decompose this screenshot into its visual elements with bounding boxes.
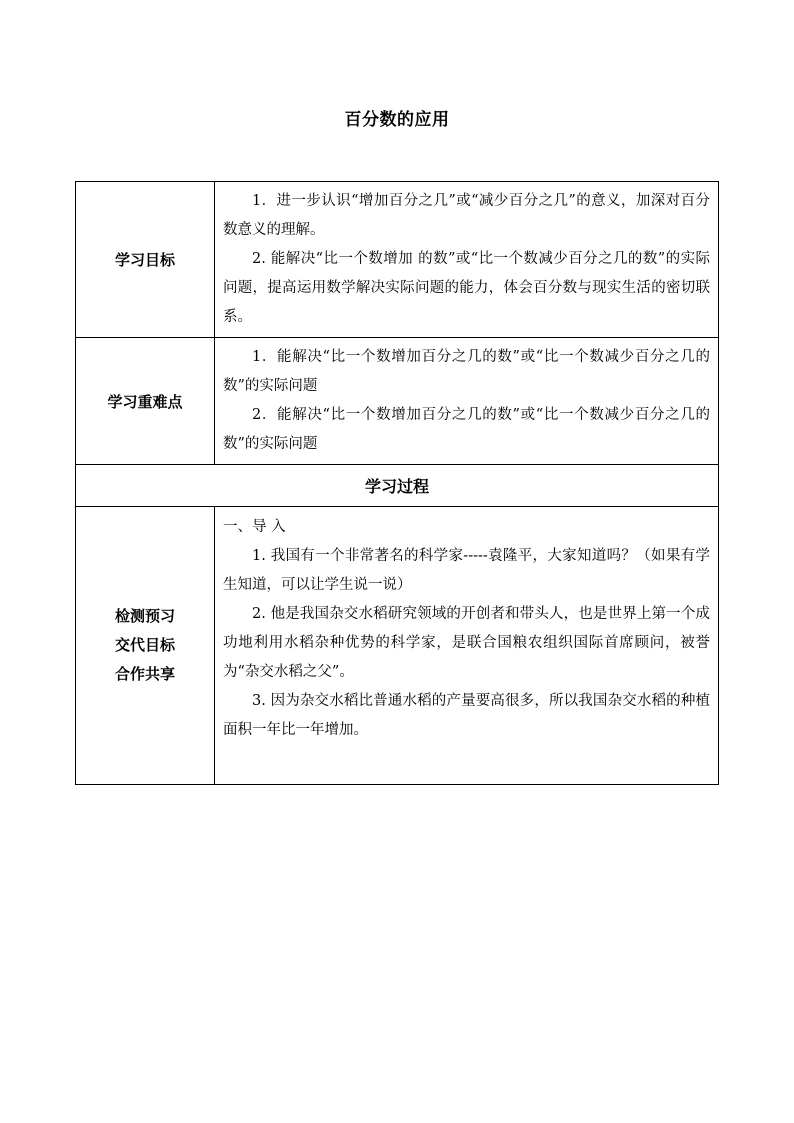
lesson-plan-table (75, 181, 719, 785)
key-point-item: 2．能解决“比一个数增加百分之几的数”或“比一个数减少百分之几的数”的实际问题 (223, 407, 710, 452)
table-row-process-header (76, 465, 719, 507)
row-label-learning-goals: 学习目标 (76, 182, 215, 338)
activity-content (215, 507, 719, 785)
page-title: 百分数的应用 (344, 110, 450, 130)
row-label-key-points: 学习重难点 (76, 338, 215, 465)
activity-item: 2. 他是我国杂交水稻研究领域的开创者和带头人，也是世界上第一个成功地利用水稻杂种优势的科学家，是联合国粮农组织国际首席顾问，被誉为“杂交水稻之父”。 (223, 606, 710, 680)
key-point-item: 1．能解决“比一个数增加百分之几的数”或“比一个数减少百分之几的数”的实际问题 (223, 349, 710, 394)
row-label-activity (76, 507, 215, 785)
activity-label-line: 交代目标 (114, 636, 175, 654)
activity-label-line: 检测预习 (114, 607, 175, 625)
activity-item: 3. 因为杂交水稻比普通水稻的产量要高很多，所以我国杂交水稻的种植面积一年比一年增加。 (223, 693, 710, 738)
learning-goal-item: 1．进一步认识“增加百分之几”或“减少百分之几”的意义，加深对百分数意义的理解。 (223, 193, 710, 238)
learning-goals-content (215, 182, 719, 338)
process-header: 学习过程 (76, 465, 719, 507)
activity-item: 1. 我国有一个非常著名的科学家-----袁隆平，大家知道吗？（如果有学生知道，可以让学生说一说） (223, 548, 710, 593)
table-row-activity (76, 507, 719, 785)
key-points-content (215, 338, 719, 465)
table-row-key-points (76, 338, 719, 465)
section-heading: 一、导 入 (223, 519, 286, 535)
learning-goal-item: 2. 能解决“比一个数增加 的数”或“比一个数减少百分之几的数”的实际问题，提高运用数学解决实际问题的能力，体会百分数与现实生活的密切联系。 (223, 251, 710, 325)
table-row-learning-goals (76, 182, 719, 338)
activity-label-line: 合作共享 (114, 665, 175, 683)
